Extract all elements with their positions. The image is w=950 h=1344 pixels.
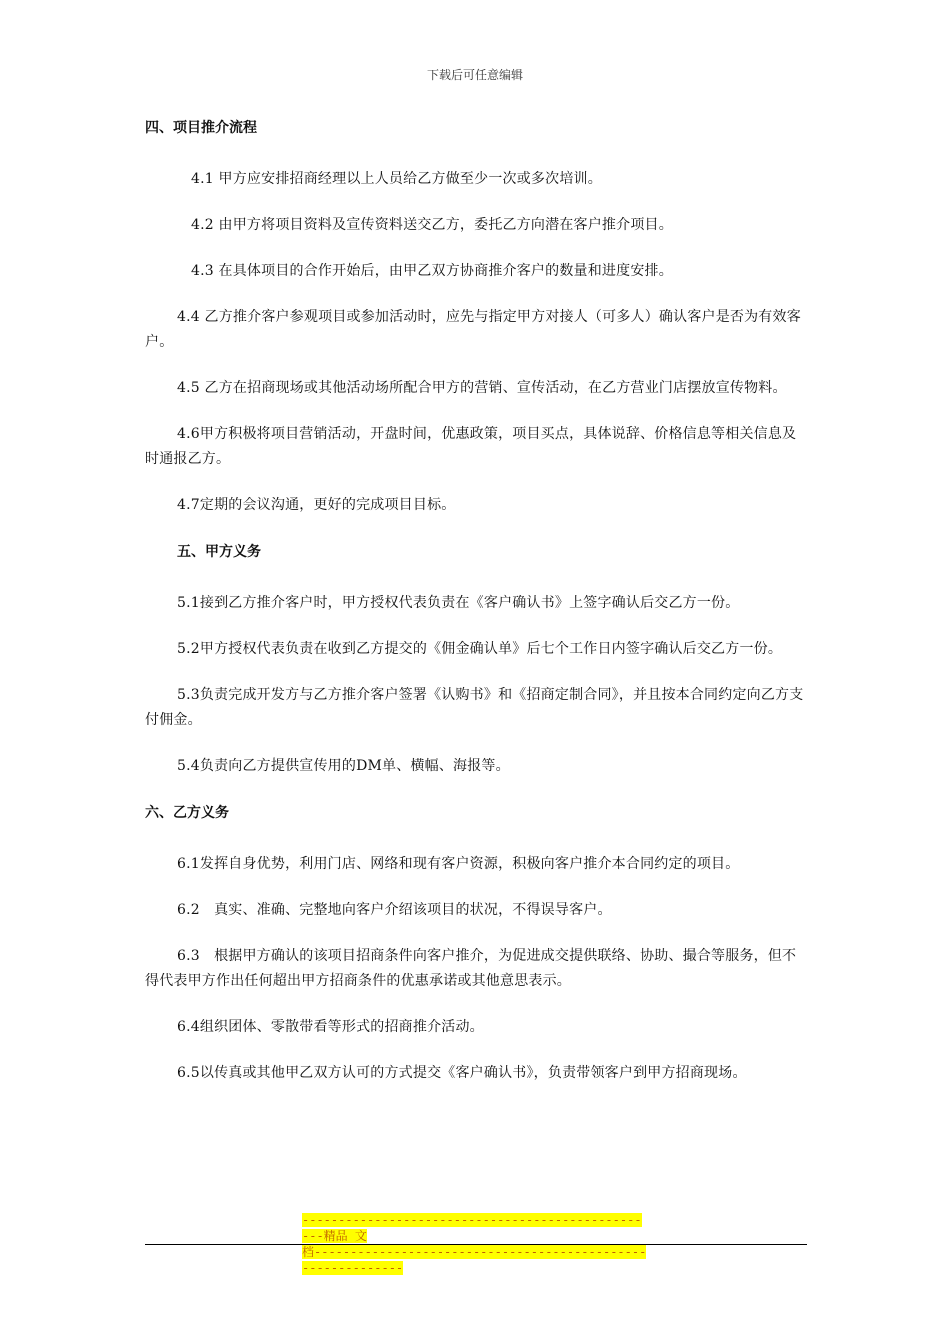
paragraph-5-1: 5.1接到乙方推介客户时，甲方授权代表负责在《客户确认书》上签字确认后交乙方一份。 <box>177 595 740 611</box>
paragraph-6-5: 6.5以传真或其他甲乙双方认可的方式提交《客户确认书》，负责带领客户到甲方招商现场。 <box>177 1065 747 1081</box>
section-heading-5: 五、甲方义务 <box>177 544 261 560</box>
paragraph-6-4: 6.4组织团体、零散带看等形式的招商推介活动。 <box>177 1019 484 1035</box>
footer-rule <box>145 1244 807 1245</box>
paragraph-5-3: 5.3负责完成开发方与乙方推介客户签署《认购书》和《招商定制合同》，并且按本合同约定向乙方支付佣金。 <box>145 687 804 728</box>
paragraph-6-3: 6.3 根据甲方确认的该项目招商条件向客户推介，为促进成交提供联络、协助、撮合等服务，但不得代表甲方作出任何超出甲方招商条件的优惠承诺或其他意思表示。 <box>145 948 797 989</box>
paragraph-4-2: 4.2 由甲方将项目资料及宣传资料送交乙方，委托乙方向潜在客户推介项目。 <box>191 217 673 233</box>
paragraph-6-1: 6.1发挥自身优势，利用门店、网络和现有客户资源，积极向客户推介本合同约定的项目。 <box>177 856 740 872</box>
paragraph-5-4: 5.4负责向乙方提供宣传用的DM单、横幅、海报等。 <box>177 758 510 774</box>
document-body <box>145 115 807 1107</box>
footer-line-1: --------------------------------------------------精品 文 <box>302 1213 642 1243</box>
paragraph-4-4: 4.4 乙方推介客户参观项目或参加活动时，应先与指定甲方对接人（可多人）确认客户是否为有效客户。 <box>145 309 801 350</box>
paragraph-4-1: 4.1 甲方应安排招商经理以上人员给乙方做至少一次或多次培训。 <box>191 171 602 187</box>
section-heading-4: 四、项目推介流程 <box>145 120 257 136</box>
footer-line-2: 档------------------------------------------------------------ <box>302 1245 647 1275</box>
paragraph-4-3: 4.3 在具体项目的合作开始后，由甲乙双方协商推介客户的数量和进度安排。 <box>191 263 673 279</box>
paragraph-5-2: 5.2甲方授权代表负责在收到乙方提交的《佣金确认单》后七个工作日内签字确认后交乙方一份。 <box>177 641 783 657</box>
paragraph-4-6: 4.6甲方积极将项目营销活动，开盘时间，优惠政策，项目买点，具体说辞、价格信息等相关信息及时通报乙方。 <box>145 426 797 467</box>
paragraph-4-5: 4.5 乙方在招商现场或其他活动场所配合甲方的营销、宣传活动，在乙方营业门店摆放宣传物料。 <box>177 380 787 396</box>
section-heading-6: 六、乙方义务 <box>145 805 229 821</box>
page-header: 下载后可任意编辑 <box>426 68 523 82</box>
paragraph-6-2: 6.2 真实、准确、完整地向客户介绍该项目的状况，不得误导客户。 <box>177 902 612 918</box>
paragraph-4-7: 4.7定期的会议沟通，更好的完成项目目标。 <box>177 497 456 513</box>
